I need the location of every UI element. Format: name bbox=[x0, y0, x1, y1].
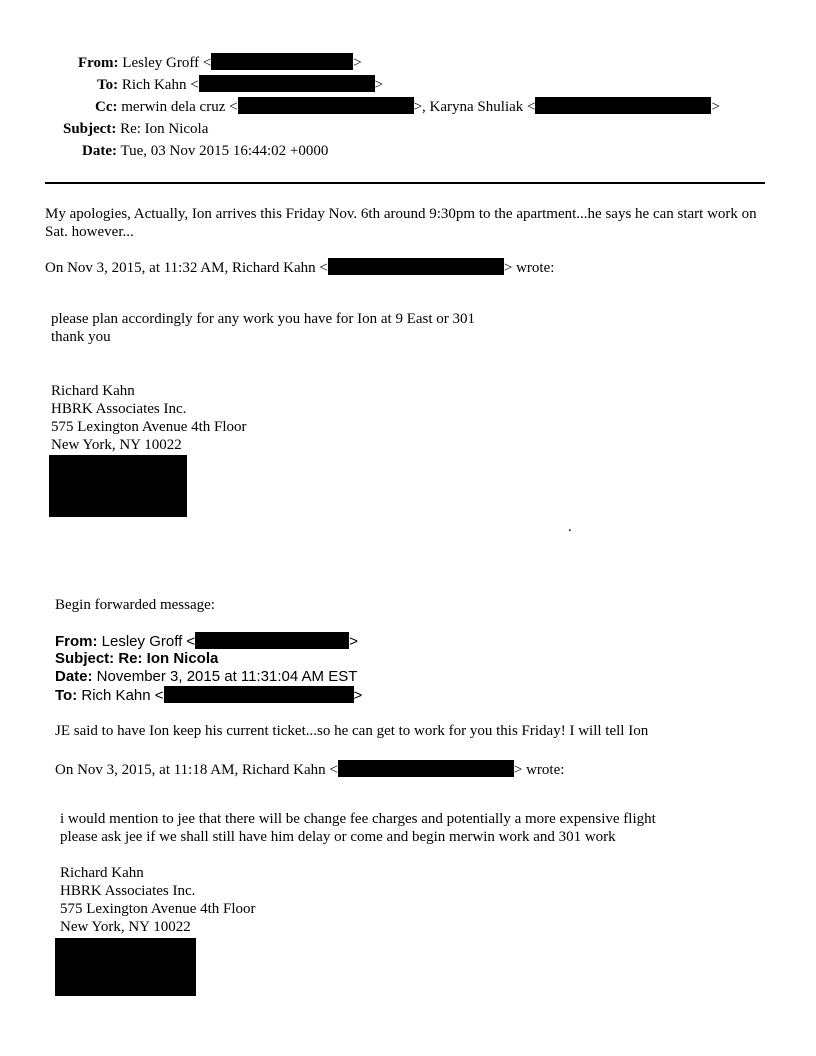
fwd-date-label: Date: bbox=[55, 668, 93, 685]
redaction bbox=[535, 97, 711, 114]
header-from bbox=[78, 52, 362, 74]
fwd-to bbox=[55, 686, 362, 704]
to-value: Rich Kahn < bbox=[121, 77, 199, 93]
header-divider bbox=[45, 182, 765, 184]
fwd-date bbox=[55, 668, 357, 685]
cc-value-1: merwin dela cruz < bbox=[121, 99, 238, 115]
sig1-redaction-block bbox=[49, 455, 187, 517]
header-date bbox=[82, 140, 328, 162]
quote1-line2: thank you bbox=[51, 329, 111, 345]
header-cc bbox=[95, 96, 720, 118]
redaction bbox=[211, 53, 353, 70]
stray-dot: . bbox=[568, 519, 572, 535]
redaction bbox=[195, 632, 349, 649]
sig1-address: 575 Lexington Avenue 4th Floor bbox=[51, 419, 247, 435]
fwd-from bbox=[55, 632, 358, 650]
bracket: > bbox=[374, 77, 384, 93]
redaction bbox=[199, 75, 375, 92]
sig1-city: New York, NY 10022 bbox=[51, 437, 182, 453]
sig2-company: HBRK Associates Inc. bbox=[60, 883, 196, 899]
cc-label: Cc: bbox=[95, 99, 118, 115]
from-value: Lesley Groff < bbox=[122, 55, 212, 71]
bracket: > bbox=[349, 633, 358, 650]
forwarded-intro: Begin forwarded message: bbox=[55, 597, 215, 613]
fwd-to-value: Rich Kahn < bbox=[77, 687, 164, 704]
body-paragraph-2: JE said to have Ion keep his current ticket...so he can get to work for you this Friday! I will tell Ion bbox=[55, 723, 649, 739]
quote1-line1: please plan accordingly for any work you have for Ion at 9 East or 301 bbox=[51, 311, 476, 327]
quote1-intro bbox=[45, 258, 554, 277]
fwd-subject-label: Subject: Re: Ion Nicola bbox=[55, 650, 219, 667]
bracket: > bbox=[353, 687, 363, 704]
quote2-intro bbox=[55, 760, 564, 779]
sig1-name: Richard Kahn bbox=[51, 383, 135, 399]
bracket: > bbox=[711, 99, 720, 115]
quote2-intro-text: On Nov 3, 2015, at 11:18 AM, Richard Kahn < bbox=[55, 762, 338, 778]
body-paragraph-1: My apologies, Actually, Ion arrives this Friday Nov. 6th around 9:30pm to the apartment...he says he can start work on Sat. however... bbox=[45, 206, 757, 240]
date-label: Date: bbox=[82, 143, 117, 159]
sig2-redaction-block bbox=[55, 938, 196, 996]
sig1-company: HBRK Associates Inc. bbox=[51, 401, 187, 417]
quote2-line2: please ask jee if we shall still have him delay or come and begin merwin work and 301 work bbox=[60, 829, 616, 845]
quote1-intro-text: On Nov 3, 2015, at 11:32 AM, Richard Kahn < bbox=[45, 260, 328, 276]
header-subject bbox=[63, 118, 208, 140]
subject-value: Re: Ion Nicola bbox=[120, 121, 209, 137]
fwd-subject bbox=[55, 650, 218, 667]
fwd-to-label: To: bbox=[55, 687, 78, 704]
fwd-from-label: From: bbox=[55, 633, 98, 650]
redaction bbox=[238, 97, 414, 114]
bracket: > bbox=[353, 55, 362, 71]
quote1-intro-wrote: > wrote: bbox=[503, 260, 555, 276]
to-label: To: bbox=[97, 77, 119, 93]
redaction bbox=[164, 686, 354, 703]
sig2-city: New York, NY 10022 bbox=[60, 919, 191, 935]
redaction bbox=[328, 258, 504, 275]
sig2-address: 575 Lexington Avenue 4th Floor bbox=[60, 901, 256, 917]
fwd-date-value: November 3, 2015 at 11:31:04 AM EST bbox=[92, 668, 358, 685]
from-label: From: bbox=[78, 55, 119, 71]
cc-value-2: >, Karyna Shuliak < bbox=[413, 99, 536, 115]
quote2-intro-wrote: > wrote: bbox=[513, 762, 565, 778]
date-value: Tue, 03 Nov 2015 16:44:02 +0000 bbox=[120, 143, 329, 159]
fwd-from-value: Lesley Groff < bbox=[97, 633, 196, 650]
sig2-name: Richard Kahn bbox=[60, 865, 144, 881]
redaction bbox=[338, 760, 514, 777]
subject-label: Subject: bbox=[63, 121, 117, 137]
header-to bbox=[97, 74, 383, 96]
quote2-line1: i would mention to jee that there will be change fee charges and potentially a more expensive flight bbox=[60, 811, 656, 827]
